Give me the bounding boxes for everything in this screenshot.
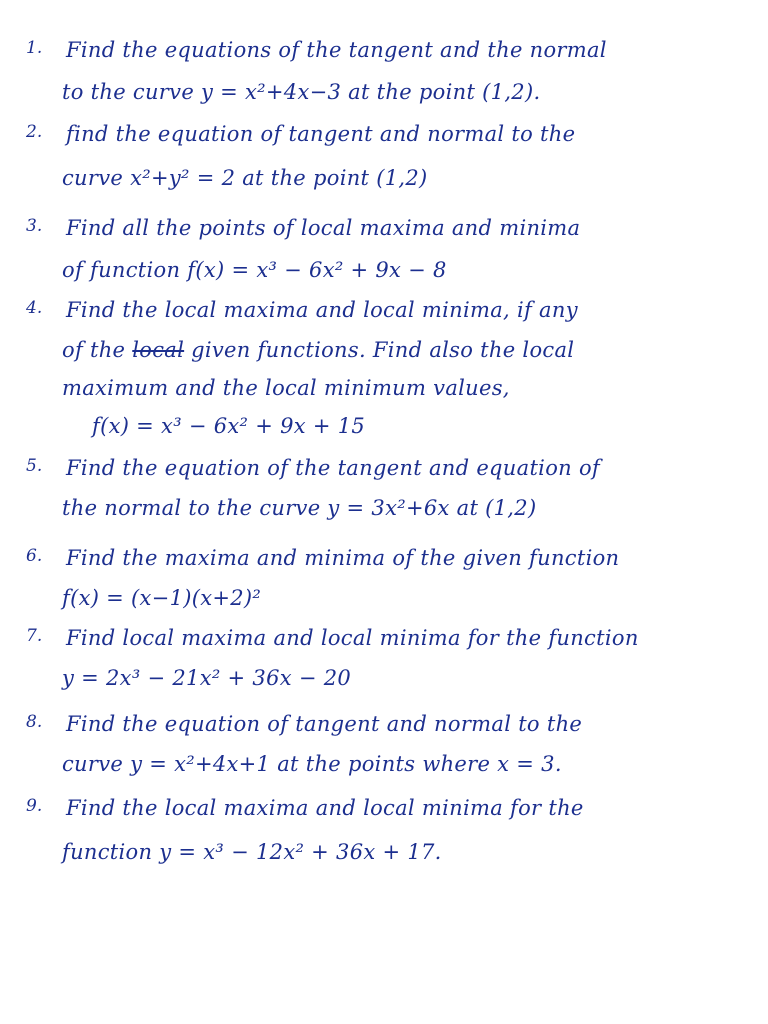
question-text-line: curve x²+y² = 2 at the point (1,2) (62, 166, 428, 190)
question-number: 3. (26, 216, 43, 236)
question-number: 1. (26, 38, 43, 58)
question-number: 9. (26, 796, 43, 816)
question-text-line: Find the equations of the tangent and the normal (66, 38, 607, 62)
question-text-line: Find the maxima and minima of the given function (66, 546, 620, 570)
question-number: 2. (26, 122, 43, 142)
question-text-line: Find the equation of tangent and normal to the (66, 712, 583, 736)
question-text-line: of function f(x) = x³ − 6x² + 9x − 8 (62, 258, 447, 282)
question-text-line: to the curve y = x²+4x−3 at the point (1,2). (62, 80, 541, 104)
question-text-line: Find the equation of the tangent and equation of (66, 456, 600, 480)
question-number: 5. (26, 456, 43, 476)
question-number: 8. (26, 712, 43, 732)
struck-out-word: local (132, 338, 185, 362)
question-text-line-with-correction (62, 338, 574, 362)
question-text-line: Find the local maxima and local minima, if any (66, 298, 578, 322)
question-formula: y = 2x³ − 21x² + 36x − 20 (62, 666, 352, 690)
question-text-line: find the equation of tangent and normal to the (66, 122, 576, 146)
prefix-text: of the (62, 338, 133, 362)
question-text-line: Find all the points of local maxima and minima (66, 216, 581, 240)
question-number: 6. (26, 546, 43, 566)
question-text-line: maximum and the local minimum values, (62, 376, 510, 400)
question-text-line: Find local maxima and local minima for the function (66, 626, 639, 650)
question-formula: f(x) = (x−1)(x+2)² (62, 586, 262, 610)
question-formula: f(x) = x³ − 6x² + 9x + 15 (92, 414, 366, 438)
question-number: 4. (26, 298, 43, 318)
question-text-line: the normal to the curve y = 3x²+6x at (1,2) (62, 496, 537, 520)
question-text-line: Find the local maxima and local minima for the (66, 796, 584, 820)
continued-text: given functions. Find also the local (191, 338, 575, 362)
question-text-line: curve y = x²+4x+1 at the points where x = 3. (62, 752, 562, 776)
question-text-line: function y = x³ − 12x² + 36x + 17. (62, 840, 442, 864)
question-number: 7. (26, 626, 43, 646)
